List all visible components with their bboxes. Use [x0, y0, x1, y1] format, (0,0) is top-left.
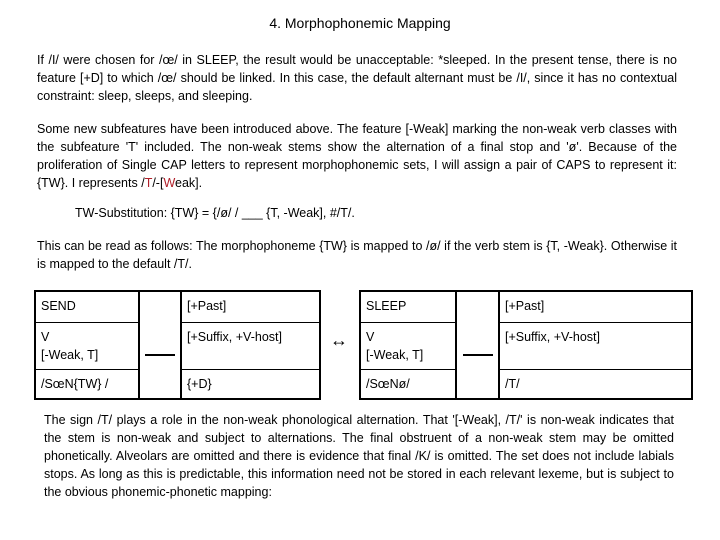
cell: /SœNø/: [360, 369, 456, 399]
cell: [360, 322, 456, 369]
text: V: [41, 329, 50, 344]
paragraph-reading: This can be read as follows: The morphophoneme {TW} is mapped to /ø/ if the verb stem is {T, -Weak}. Otherwise it is mapped to the default /T/.: [37, 239, 677, 271]
highlight-w: W: [163, 176, 176, 190]
cell: /SœN{TW} /: [35, 369, 139, 399]
cell: SLEEP: [360, 291, 456, 322]
substitution-rule: TW-Substitution: {TW} = {/ø/ / ___ {T, -Weak], #/T/.: [75, 206, 355, 220]
dash: [145, 354, 175, 356]
paragraph-subfeatures: [37, 120, 677, 192]
paragraph-sign-t: The sign /T/ plays a role in the non-weak phonological alternation. That '[-Weak], /T/' is non-weak indicates that the stem is non-weak and subject to alternations. The final obstruent of a non-weak stem may be omitted phonetically. Alveolars are omitted and there is evidence that final /K/ is omitted. The set does not include labials stops. As long as this is predictable, this information need not be stored in each relevant lexeme, but is subject to the obvious phonemic-phonetic mapping:: [44, 413, 674, 499]
page-title: 4. Morphophonemic Mapping: [269, 15, 451, 31]
text: [-Weak, T]: [41, 347, 99, 362]
cell: [+Suffix, +V-host]: [181, 322, 320, 369]
cell: SEND: [35, 291, 139, 322]
dash-cell: [139, 291, 181, 399]
text: V: [366, 329, 375, 344]
cell: {+D}: [181, 369, 320, 399]
text: [-Weak, T]: [366, 347, 424, 362]
dash: [463, 354, 493, 356]
bidirectional-arrow-icon: ↔: [330, 330, 348, 350]
cell: [+Suffix, +V-host]: [499, 322, 692, 369]
cell: [+Past]: [181, 291, 320, 322]
cell: [35, 322, 139, 369]
cell: /T/: [499, 369, 692, 399]
text: /-[: [152, 176, 164, 190]
paragraph-sleep: If /I/ were chosen for /œ/ in SLEEP, the result would be unacceptable: *sleeped. In the present tense, there is no feature [+D] to which /œ/ should be linked. In this case, the default alternant must be /I/, since it has no contextual constraint: sleep, sleeps, and sleeping.: [37, 53, 677, 103]
cell: [+Past]: [499, 291, 692, 322]
sleep-table: [359, 290, 693, 400]
highlight-t: T: [144, 176, 153, 190]
send-table: [34, 290, 321, 400]
text: eak].: [175, 176, 203, 190]
dash-cell: [456, 291, 499, 399]
text: Some new subfeatures have been introduced above. The feature [-Weak] marking the non-weak verb classes with the subfeature 'T' included. The non-weak stems show the alternation of a final stop and 'ø'. Because of the proliferation of Single CAP letters to represent morphophonemic sets, I will assign a pair of CAPS to represent it: {TW}. I represents /: [37, 122, 677, 190]
